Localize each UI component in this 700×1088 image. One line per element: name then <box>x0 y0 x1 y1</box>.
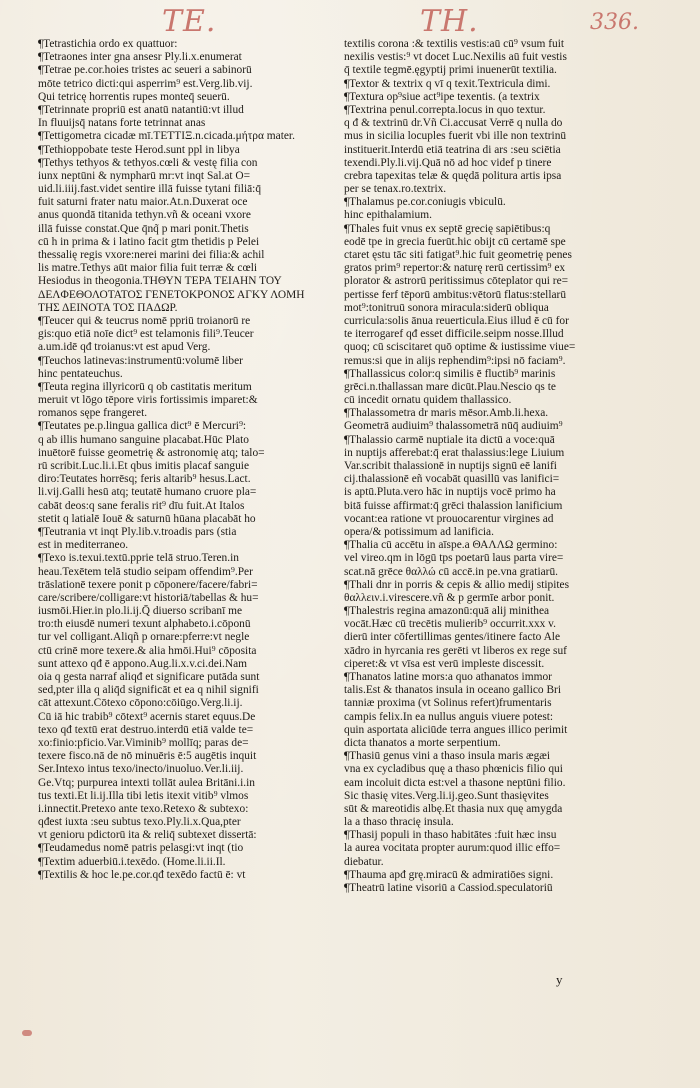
text-line: ¶Textor & textrix q vī q texit.Textricula dimi. <box>344 77 551 90</box>
text-line: rū scribit.Luc.li.i.Et qbus imitis placaf sanguie <box>38 460 249 472</box>
text-line: la aurea vocitata propter aurum:quod illic effo= <box>344 842 561 855</box>
text-line: qđest iuxta :seu subtus texo.Ply.li.x.Qua,pter <box>38 816 241 829</box>
text-line: ctaret ęstu tāc siti fatigat⁹.hic fuit geometrię penes <box>344 249 572 261</box>
text-line: oia q gesta narraf aliqđ et significare putāda sunt <box>38 671 260 683</box>
text-line: ciperet:& vt vīsa est verū impleste discessit. <box>344 657 545 670</box>
text-line: ¶Thauma apđ grę.miracū & admiratiōes signi. <box>344 868 554 881</box>
text-line: anus quondā titanida tethyn.vñ & oceani vxore <box>38 209 251 222</box>
text-line: nexilis vestis:⁹ vt docet Luc.Nexilis aū fuit vestis <box>344 51 567 64</box>
text-line: plorator & astrorū peritissimus cōteplator qui re= <box>344 275 569 288</box>
text-line: heau.Texētem telā studio seipam offendim⁹.Per <box>38 565 253 578</box>
text-line: uid.li.iiij.fast.videt sentire illā fuisse tytani filiā:q̄ <box>38 183 262 196</box>
text-line: romanos sępe frangeret. <box>38 407 148 420</box>
text-line: te iterrogaref qđ esset difficile.seipm nosse.Illud <box>344 328 564 341</box>
text-line: mus in sicilia locuples fuerit vbi ille non textrinū <box>344 130 567 143</box>
text-line: ¶Teutates pe.p.lingua gallica dict⁹ ē Mercuri⁹: <box>38 420 247 433</box>
text-line: vna ex cycladibus quę a thaso phœnicis filio qui <box>344 763 563 776</box>
text-line: Ser.Intexo intus texo/inecto/inuoluo.Ver.li.iij. <box>38 763 244 776</box>
text-line: ¶Thalassio carmē nuptiale ita dictū a voce:quā <box>344 433 555 446</box>
text-line: ¶Textilis & hoc le.pe.cor.qđ texēdo factū ē: vt <box>38 868 246 881</box>
text-line: li.vij.Galli hesū atq; teutatē humano cruore pla= <box>38 486 257 499</box>
text-line: ¶Thalia cū accētu in aīspe.a ΘΑΛΛΩ germino: <box>344 539 558 552</box>
text-line: texendi.Ply.li.vij.Quā nō ad hoc videf p tinere <box>344 156 552 169</box>
text-line: eodē tpe in grecia fuerūt.hic obijt cū certamē spe <box>344 235 566 248</box>
text-line: texere fisco.nā de nō minuēris ē:5 augētis inquit <box>38 750 257 763</box>
signature-mark: y <box>556 972 563 987</box>
text-line: quoq; cū sciscitaret quō optime & iustissime viue= <box>344 341 576 354</box>
text-line: ¶Thalestris regina amazonū:quā alij minithea <box>344 605 550 618</box>
text-line: illā fuisse constat.Que q̄nq̃ p mari ponit.Thetis <box>38 222 249 235</box>
text-line: per se tenax.ro.textrix. <box>344 183 447 196</box>
text-line: iusmōi.Hier.in plo.li.ij.Q̄ diuerso scribanī me <box>38 605 243 618</box>
text-line: cū h in prima & i latino facit gtm thetidis p Pelei <box>38 235 260 248</box>
text-line: q̄ textile tegmē.ęgyptij primi inuenerūt textilia. <box>344 64 557 77</box>
text-line: ¶Tettigometra cicadæ mī.ΤΕΤΤΙΞ.n.cicada.μήτρα mater. <box>38 130 295 143</box>
text-line: ¶Tetrinnate propriū est anatū natantiū:vt illud <box>38 103 244 116</box>
text-line: ¶Thanatos latine mors:a quo athanatos immor <box>344 671 552 683</box>
text-line: fuit saturni frater natu maior.At.n.Duxerat oce <box>38 196 248 209</box>
text-line: ¶Thales fuit vnus ex septē grecię sapiētibus:q <box>344 222 551 235</box>
text-line: in nuptijs afferebat:q̄ erat thalassius:lege Liuium <box>344 446 565 459</box>
text-line: vel vireo.qm in lōgū tps poetarū laus parta vire= <box>344 552 564 565</box>
text-line: la a thaso thracię insula. <box>344 816 454 829</box>
text-line: ¶Thasij populi in thaso habitātes :fuit hæc insu <box>344 829 557 842</box>
text-line: thessalię regis vxore:nerei marini dei filia:& achil <box>38 249 265 261</box>
text-line: care/scribere/colligare:vt historiā/tabellas & hu= <box>38 591 259 604</box>
text-line: tus texti.Et li.ij.Illa tibi letis itexit vitib⁹ vlmos <box>38 789 249 802</box>
text-line: meruit vt lōgo tēpore viris fortissimis imparet:& <box>38 394 258 407</box>
text-line: ¶Tethys tethyos & tethyos.cœli & vestę filia con <box>38 156 258 169</box>
text-line: sed,pter illa q aliq̄d significāt et ea q nihil signifi <box>38 684 259 697</box>
text-line: pertisse ferf tēporū ambitus:vētorū flatus:stellarū <box>344 288 567 301</box>
text-line: Geometrā audiuim⁹ thalassometrā nūq̄ audiuim⁹ <box>344 420 563 433</box>
text-line: xo:finio:pficio.Var.Viminib⁹ mollīq; paras de= <box>38 736 249 749</box>
text-line: dierū inter cōfertillimas gentes/itinere facto Ale <box>344 631 561 644</box>
text-column-right <box>344 38 644 895</box>
text-line: ¶Teuta regina illyricorū q ob castitatis meritum <box>38 380 252 393</box>
text-line: ¶Tetrae pe.cor.hoies tristes ac seueri a sabinorū <box>38 64 252 77</box>
text-line: grēci.n.thallassan mare dicūt.Plau.Nescio qs te <box>344 380 556 393</box>
text-line: In fluuijsq̄ natans forte tetrinnat anas <box>38 117 206 130</box>
text-line: quin asportata aliciūde terra angues illico perimit <box>344 723 568 736</box>
text-line: ctū crinē more texere.& alia hmōi.Hui⁹ cōposita <box>38 644 257 657</box>
text-line: vocant:ea ratione vt prouocarentur virgines ad <box>344 512 554 525</box>
text-line: est in mediterraneo. <box>38 539 129 552</box>
head-mark-right: TH. <box>420 4 479 39</box>
text-line: i.innectit.Pretexo ante texo.Retexo & subtexo: <box>38 802 249 815</box>
text-line: ¶Textura op⁹siue act⁹ipe texentis. (a textrix <box>344 90 540 103</box>
text-line: texo qđ textū erat destruo.interdū etiā valde te= <box>38 723 254 736</box>
text-line: ¶Thallassicus color:q similis ē fluctib⁹ marinis <box>344 367 556 380</box>
text-line: opera/& potissimum ad lanificia. <box>344 525 494 538</box>
text-line: hinc pentateuchus. <box>38 367 123 380</box>
text-line: Var.scribit thalassionē in nuptijs signū eē lanifi <box>344 460 557 472</box>
text-line: ¶Textrina penul.correpta.locus in quo textur. <box>344 103 546 116</box>
text-line: tur vel colligant.Aliqñ p ornare:pferre:vt negle <box>38 631 250 644</box>
text-line: talis.Est & thanatos insula in oceano gallico Bri <box>344 684 562 697</box>
text-line: inuētorē fuisse geometrię & astronomię atq; talo= <box>38 446 265 459</box>
text-line: bitā fuisse affirmat:q̄ grēci thalassion lanificium <box>344 499 563 512</box>
text-line: cabāt deos:q sane feralis rit⁹ dīu fuit.At Italos <box>38 499 245 512</box>
text-line: ¶Thalamus pe.cor.coniugis vbiculū. <box>344 196 506 209</box>
text-line: a.um.idē qđ troianus:vt est apud Verg. <box>38 341 211 354</box>
text-line: ¶Theatrū latine visoriū a Cassiod.speculatoriū <box>344 882 553 894</box>
text-line: iunx neptūni & nympharū mr:vt inqt Sal.at O= <box>38 169 251 182</box>
head-mark-left: TE. <box>162 4 217 39</box>
text-line: stetit q latialē Iouē & saturnū hūana placabāt ho <box>38 512 256 525</box>
text-line: θαλλειν.i.virescere.vñ & p germīe arbor ponit. <box>344 591 555 604</box>
text-line: ¶Teucer qui & teucrus nomē ppriū troianorū re <box>38 314 251 327</box>
text-line: ¶Thalassometra dr maris mēsor.Amb.li.hexa. <box>344 407 549 420</box>
text-line: gis:quo etiā noīe dict⁹ est telamonis fili⁹.Teucer <box>38 328 254 341</box>
text-line: vocāt.Hæc cū trecētis mulierib⁹ occurrit.xxx v. <box>344 618 556 631</box>
text-line: curricula:solis ānua reuerticula.Eius illud ē cū for <box>344 314 569 327</box>
text-line: is aptū.Pluta.vero hāc in nuptijs vocē primo ha <box>344 486 556 499</box>
text-line: sūt & mareotidis albę.Et thasia nux quę amygda <box>344 802 563 815</box>
text-line: tro:th eiusdē numeri texunt alphabeto.i.cōponū <box>38 618 251 631</box>
text-line: dicta thanatos a morte serpentium. <box>344 736 501 749</box>
text-line: ¶Thali dnr in porris & cepis & allio medij stipites <box>344 578 570 591</box>
folio-number: 336. <box>590 10 639 35</box>
text-line: q ab illis humano sanguine placabat.Hūc Plato <box>38 433 249 446</box>
text-line: ¶Thasiū genus vini a thaso insula maris ægæi <box>344 750 551 763</box>
text-line: scat.nā grēce θαλλώ cū accē.in pe.vna gratiarū. <box>344 565 559 578</box>
text-line: hinc epithalamium. <box>344 209 432 222</box>
text-line: cāt attexunt.Cōtexo cōpono:cōiūgo.Verg.li.ij. <box>38 697 243 710</box>
text-line: tanniæ proxima (vt Solinus refert)frumentaris <box>344 697 552 710</box>
text-line: Ge.Vtq; purpurea intexti tollāt aulea Britāni.i.in <box>38 776 255 789</box>
text-line: mot⁹:tonitruū sonora miracula:siderū obliqua <box>344 301 549 314</box>
text-line: xādro in hyrcania res gerēti vt liberos ex rege suf <box>344 644 567 657</box>
text-line: Hesiodus in theogonia.ΤΗΘΥΝ ΤΕΡΑ ΤΕΙΑΗΝ ΤΟΥ <box>38 275 282 288</box>
text-line: textilis corona :& textilis vestis:aū cū⁹ vsum fuit <box>344 38 565 50</box>
text-line: mōte tetrico dicti:qui asperrim⁹ est.Verg.lib.vij. <box>38 77 253 90</box>
text-line: ΤΗΣ ΔΕΙΝΟΤΑ ΤΟΣ ΠΑΔΩΡ. <box>38 301 178 314</box>
text-line: cū incedit ornatu quidem thallassico. <box>344 394 512 407</box>
text-line: ¶Textim aduerbiū.i.texēdo. (Home.li.ii.Il. <box>38 855 226 868</box>
text-line: instituerit.Interdū etiā teatrina di ars :seu sciētia <box>344 143 561 156</box>
text-line: crebra tapexitas telæ & quędā politura artis ipsa <box>344 169 562 182</box>
text-line: Qui tetricę horrentis rupes monteq̄ seuerū. <box>38 90 230 103</box>
text-line: Sic thasię vites.Verg.li.ij.geo.Sunt thasięvites <box>344 789 549 802</box>
text-line: vt genioru pdictorū ita & reliq̄ subtexet dissertā: <box>38 829 257 842</box>
text-line: diebatur. <box>344 855 384 868</box>
text-line: ΔΕΛΦΕΘΟΛΟΤΑΤΟΣ ΓΕΝΕΤΟΚΡΟΝΟΣ ΑΓΚΥ ΛΟΜΗ <box>38 288 305 301</box>
text-line: lis matre.Tethys aūt maior filia fuit terræ & cœli <box>38 262 258 275</box>
text-line: eam incoluit dicta est:vel a thasone neptūni filio. <box>344 776 566 789</box>
text-line: q đ & textrinū dr.Vñ Ci.accusat Verrē q nulla do <box>344 117 563 130</box>
text-line: ¶Tetrastichia ordo ex quattuor: <box>38 38 178 50</box>
text-line: remus:si que in alijs rephendim⁹:ipsi nō faciam⁹. <box>344 354 566 367</box>
text-line: sunt attexo qđ ē appono.Aug.li.x.v.ci.dei.Nam <box>38 657 247 670</box>
text-line: cij.thalassionē eñ vocabāt quasillū vas lanifici= <box>344 473 560 486</box>
text-column-left <box>38 38 338 882</box>
text-line: ¶Tetraones inter gna ansesr Ply.li.x.enumerat <box>38 51 242 64</box>
text-line: ¶Teudamedus nomē patris pelasgi:vt inqt (tio <box>38 842 244 855</box>
text-line: trāslationē texere ponit p cōponere/facere/fabri= <box>38 578 258 591</box>
text-line: ¶Tethioppobate teste Herod.sunt ppl in libya <box>38 143 240 156</box>
text-line: Cū iā hic trabib⁹ cōtext⁹ acernis staret equus.De <box>38 710 256 723</box>
text-line: ¶Texo is.texui.textū.pprie telā struo.Teren.in <box>38 552 239 565</box>
text-line: campis felix.In ea nullus anguis viuere potest: <box>344 710 554 723</box>
text-line: ¶Teuchos latinevas:instrumentū:volumē liber <box>38 354 243 367</box>
text-line: gratos prim⁹ repertor:& naturę rerū certissim⁹ ex <box>344 262 566 275</box>
text-line: ¶Teutrania vt inqt Ply.lib.v.troadis pars (stia <box>38 525 237 538</box>
text-line: diro:Teutates horrēsq; feris altarib⁹ hesus.Lact. <box>38 473 251 486</box>
red-ink-mark <box>22 1030 32 1036</box>
